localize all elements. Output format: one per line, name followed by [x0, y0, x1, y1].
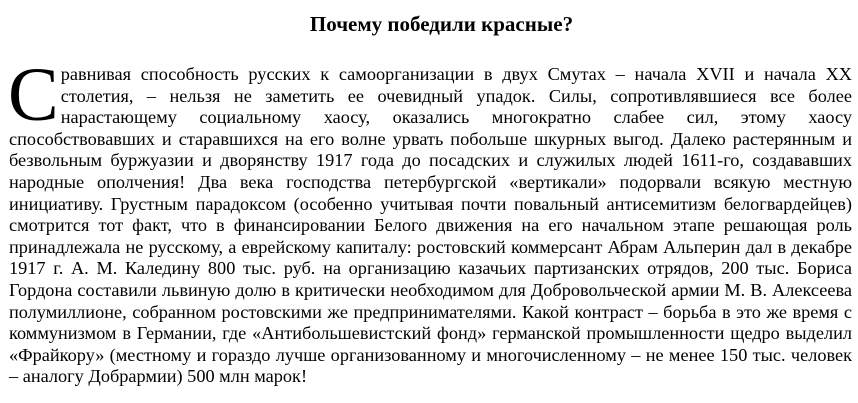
document-paragraph — [8, 53, 852, 388]
document-page — [9, 10, 852, 388]
document-title: Почему победили красные? — [309, 12, 574, 36]
drop-cap-letter: С — [8, 53, 59, 137]
paragraph-text: равнивая способность русских к самоорганизации в двух Смутах – начала XVII и начала XX столетия, – нельзя не заметить ее очевидный упадок. Силы, сопротивлявшиеся все более нарастающему социальному хаосу, оказались многократно слабее сил, этому хаосу способствовавших и старавшихся на его волне урвать побольше шкурных выгод. Далеко растерянным и безвольным буржуазии и дворянству 1917 года до посадских и служилых людей 1611-го, создававших народные ополчения! Два века господства петербургской «вертикали» подорвали всякую местную инициативу. Грустным парадоксом (особенно учитывая почти повальный антисемитизм белогвардейцев) смотрится тот факт, что в финансировании Белого движения на его начальном этапе решающая роль принадлежала не русскому, а еврейскому капиталу: ростовский коммерсант Абрам Альперин дал в декабре 1917 г. А. М. Каледину 800 тыс. руб. на организацию казачьих партизанских отрядов, 200 тыс. Бориса Гордона составили львиную долю в критически необходимом для Добровольческой армии М. В. Алексеева полумиллионе, собранном ростовскими же предпринимателями. Какой контраст – борьба в это же время с коммунизмом в Германии, где «Антибольшевистский фонд» германской промышленности щедро выделил «Фрайкору» (местному и гораздо лучше организованному и многочисленному – не менее 150 тыс. человек – аналогу Добрармии) 500 млн марок! — [9, 64, 852, 387]
